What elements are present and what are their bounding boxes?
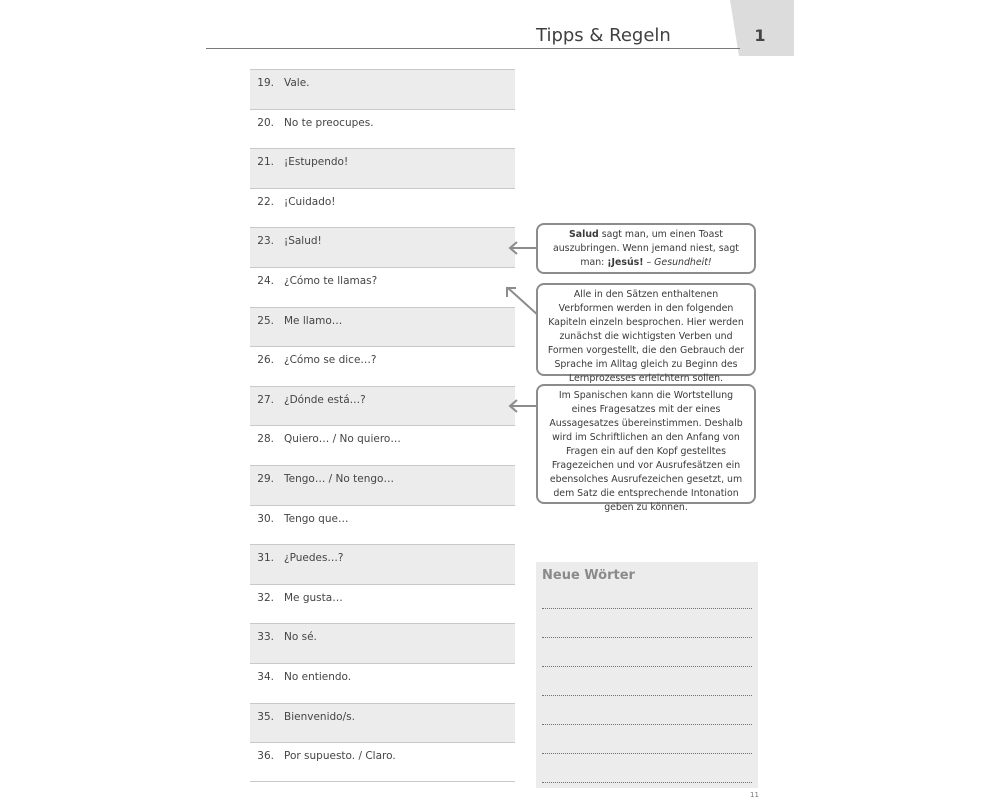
list-item bbox=[250, 227, 515, 267]
item-text: Me llamo… bbox=[284, 314, 343, 327]
list-item bbox=[250, 346, 515, 386]
list-item bbox=[250, 703, 515, 743]
arrow-left-icon bbox=[505, 240, 539, 256]
writing-line[interactable] bbox=[542, 724, 752, 725]
note-text: sagt man, um einen Toast auszubringen. Wenn jemand niest, sagt man: bbox=[553, 229, 739, 268]
item-text: Tengo… / No tengo… bbox=[284, 472, 394, 485]
writing-line[interactable] bbox=[542, 695, 752, 696]
note-italic-term: Gesundheit! bbox=[654, 257, 712, 268]
list-item bbox=[250, 267, 515, 307]
item-number: 19. bbox=[257, 77, 274, 89]
note-bold-term: ¡Jesús! bbox=[607, 257, 644, 268]
item-text: ¡Salud! bbox=[284, 235, 322, 248]
list-item bbox=[250, 505, 515, 545]
item-number: 27. bbox=[257, 393, 274, 406]
list-item bbox=[250, 386, 515, 426]
item-text: No entiendo. bbox=[284, 670, 352, 683]
list-item bbox=[250, 465, 515, 505]
list-item bbox=[250, 742, 515, 782]
item-number: 30. bbox=[257, 512, 274, 525]
item-number: 35. bbox=[257, 710, 274, 723]
item-number: 25. bbox=[257, 314, 274, 327]
list-item bbox=[250, 544, 515, 584]
writing-line[interactable] bbox=[542, 637, 752, 638]
writing-line[interactable] bbox=[542, 666, 752, 667]
item-number: 24. bbox=[257, 274, 274, 287]
note-dash: – bbox=[643, 257, 655, 268]
item-number: 29. bbox=[257, 472, 274, 485]
note-text: Alle in den Sätzen enthaltenen Verbformen werden in den folgenden Kapiteln einzeln besprochen. Hier werden zunächst die wichtigsten Verben und Formen vorgestellt, die den Gebrauch der Sprache im Alltag gleich zu Beginn des Lernprozesses erleichtern sollen. bbox=[547, 289, 745, 384]
list-item bbox=[250, 188, 515, 228]
arrow-left-icon bbox=[505, 398, 539, 414]
writing-line[interactable] bbox=[542, 753, 752, 754]
note-bold-term: Salud bbox=[569, 229, 599, 240]
page-number: 11 bbox=[750, 791, 759, 799]
item-text: No te preocupes. bbox=[284, 116, 374, 129]
item-number: 20. bbox=[257, 116, 274, 129]
new-words-title: Neue Wörter bbox=[542, 568, 635, 583]
header-rule bbox=[206, 48, 740, 49]
item-number: 36. bbox=[257, 750, 274, 763]
list-item bbox=[250, 584, 515, 624]
item-text: Por supuesto. / Claro. bbox=[284, 750, 396, 763]
item-text: Bienvenido/s. bbox=[284, 710, 355, 723]
note-text: Im Spanischen kann die Wortstellung eines Fragesatzes mit der eines Aussagesatzes übereinstimmen. Deshalb wird im Schriftlichen an den Anfang von Fragen ein auf den Kopf gestelltes Fragezeichen und vor Ausrufesätzen ein ebensolches Ausrufezeichen gesetzt, um dem Satz die entsprechende Intonation geben zu können. bbox=[549, 390, 743, 513]
item-number: 22. bbox=[257, 195, 274, 208]
item-number: 21. bbox=[257, 156, 274, 169]
item-text: ¿Cómo te llamas? bbox=[284, 274, 378, 287]
phrase-list bbox=[250, 69, 515, 782]
item-text: ¡Cuidado! bbox=[284, 195, 336, 208]
item-number: 31. bbox=[257, 552, 274, 565]
item-number: 33. bbox=[257, 631, 274, 644]
item-number: 26. bbox=[257, 354, 274, 367]
list-item bbox=[250, 109, 515, 149]
item-text: Me gusta… bbox=[284, 591, 343, 604]
page-title: Tipps & Regeln bbox=[536, 25, 671, 46]
note-salud bbox=[536, 223, 756, 274]
writing-line[interactable] bbox=[542, 782, 752, 783]
item-text: Tengo que… bbox=[284, 512, 349, 525]
item-number: 34. bbox=[257, 670, 274, 683]
list-item bbox=[250, 307, 515, 347]
item-text: No sé. bbox=[284, 631, 317, 644]
item-text: Vale. bbox=[284, 77, 310, 89]
list-item bbox=[250, 623, 515, 663]
item-number: 32. bbox=[257, 591, 274, 604]
item-text: ¿Puedes…? bbox=[284, 552, 344, 565]
item-text: ¿Cómo se dice…? bbox=[284, 354, 377, 367]
item-number: 23. bbox=[257, 235, 274, 248]
list-item bbox=[250, 69, 515, 109]
item-text: ¿Dónde está…? bbox=[284, 393, 366, 406]
writing-line[interactable] bbox=[542, 608, 752, 609]
list-item bbox=[250, 663, 515, 703]
item-number: 28. bbox=[257, 433, 274, 446]
note-questions bbox=[536, 384, 756, 513]
item-text: ¡Estupendo! bbox=[284, 156, 349, 169]
item-text: Quiero… / No quiero… bbox=[284, 433, 401, 446]
list-item bbox=[250, 148, 515, 188]
note-verbs bbox=[536, 283, 756, 384]
list-item bbox=[250, 425, 515, 465]
chapter-number: 1 bbox=[754, 26, 766, 45]
new-words-box bbox=[536, 562, 758, 788]
